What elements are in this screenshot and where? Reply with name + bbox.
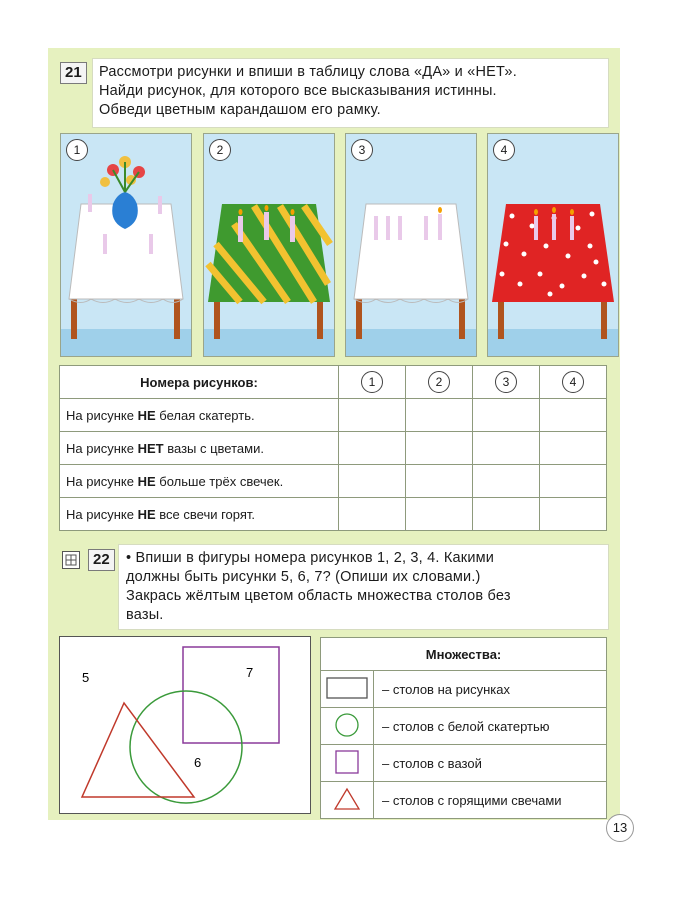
- table-row: [321, 708, 607, 745]
- table-row: [321, 782, 607, 819]
- answer-cell[interactable]: [406, 432, 473, 465]
- square-icon: [321, 745, 374, 782]
- table-row: [60, 399, 607, 432]
- picture-4-illustration: [488, 134, 618, 356]
- statement-3: [60, 465, 339, 498]
- table-row: [60, 465, 607, 498]
- answer-cell[interactable]: [473, 399, 540, 432]
- column-2-header: [406, 366, 473, 399]
- statement-text: больше трёх свечек.: [159, 473, 284, 489]
- table-row: [60, 498, 607, 531]
- triangle-icon: [321, 782, 374, 819]
- task-22-line-4: вазы.: [126, 607, 164, 623]
- set-label: – столов на рисунках: [374, 671, 607, 708]
- answer-cell[interactable]: [540, 465, 607, 498]
- task-21-line-1: Рассмотри рисунки и впиши в таблицу слова «ДА» и «НЕТ».: [99, 64, 517, 80]
- column-1-header: [339, 366, 406, 399]
- answers-table-header-row: [60, 366, 607, 399]
- answers-table-header: Номера рисунков:: [60, 366, 339, 399]
- statement-keyword: НЕ: [137, 506, 156, 522]
- statement-keyword: НЕ: [137, 473, 156, 489]
- statement-4: [60, 498, 339, 531]
- sets-header-row: [321, 638, 607, 671]
- column-3-number: 3: [495, 371, 517, 393]
- picture-1-number: 1: [66, 139, 88, 161]
- answer-cell[interactable]: [339, 432, 406, 465]
- picture-1-illustration: [61, 134, 191, 356]
- picture-1: [60, 133, 192, 357]
- answer-cell[interactable]: [339, 498, 406, 531]
- sets-legend-table: [320, 637, 607, 819]
- task-21-text: [99, 63, 604, 120]
- set-label: – столов с белой скатертью: [374, 708, 607, 745]
- answer-cell[interactable]: [540, 498, 607, 531]
- answers-table: [59, 365, 607, 531]
- column-2-number: 2: [428, 371, 450, 393]
- venn-diagram: [59, 636, 311, 814]
- sets-header: Множества:: [321, 638, 607, 671]
- vase-square[interactable]: [183, 647, 279, 743]
- answer-cell[interactable]: [540, 399, 607, 432]
- task-21-line-3: Обведи цветным карандашом его рамку.: [99, 102, 381, 118]
- picture-2: [203, 133, 335, 357]
- answer-cell[interactable]: [540, 432, 607, 465]
- page-number: 13: [606, 814, 634, 842]
- statement-2: [60, 432, 339, 465]
- answer-cell[interactable]: [473, 465, 540, 498]
- picture-2-number: 2: [209, 139, 231, 161]
- set-label: – столов с вазой: [374, 745, 607, 782]
- statement-text: белая скатерть.: [159, 407, 255, 423]
- statement-keyword: НЕ: [137, 407, 156, 423]
- statement-text: все свечи горят.: [159, 506, 256, 522]
- column-1-number: 1: [361, 371, 383, 393]
- task-22-line-3: Закрась жёлтым цветом область множества столов без: [126, 588, 511, 604]
- statement-1: [60, 399, 339, 432]
- circle-icon: [321, 708, 374, 745]
- task-22-number: 22: [88, 549, 115, 571]
- table-row: [321, 745, 607, 782]
- picture-4-number: 4: [493, 139, 515, 161]
- statement-text: На рисунке: [66, 473, 134, 489]
- venn-label-5: 5: [82, 670, 90, 685]
- task-22-line-2: должны быть рисунки 5, 6, 7? (Опиши их словами.): [126, 569, 481, 585]
- picture-3-number: 3: [351, 139, 373, 161]
- statement-text: На рисунке: [66, 440, 134, 456]
- answer-cell[interactable]: [339, 465, 406, 498]
- statement-text: вазы с цветами.: [167, 440, 264, 456]
- book-icon: [62, 551, 80, 569]
- picture-4: [487, 133, 619, 357]
- answer-cell[interactable]: [406, 399, 473, 432]
- rectangle-icon: [321, 671, 374, 708]
- column-3-header: [473, 366, 540, 399]
- answer-cell[interactable]: [473, 498, 540, 531]
- task-21-line-2: Найди рисунок, для которого все высказывания истинны.: [99, 83, 497, 99]
- answer-cell[interactable]: [406, 465, 473, 498]
- picture-3-illustration: [346, 134, 476, 356]
- statement-text: На рисунке: [66, 506, 134, 522]
- venn-label-7: 7: [246, 665, 254, 680]
- task-22-line-1: • Впиши в фигуры номера рисунков 1, 2, 3, 4. Какими: [126, 550, 495, 566]
- task-21-number: 21: [60, 62, 87, 84]
- statement-keyword: НЕТ: [137, 440, 164, 456]
- venn-label-6: 6: [194, 755, 202, 770]
- answer-cell[interactable]: [406, 498, 473, 531]
- task-22-text: [126, 549, 604, 625]
- column-4-header: [540, 366, 607, 399]
- picture-3: [345, 133, 477, 357]
- set-label: – столов с горящими свечами: [374, 782, 607, 819]
- table-row: [321, 671, 607, 708]
- answer-cell[interactable]: [473, 432, 540, 465]
- statement-text: На рисунке: [66, 407, 134, 423]
- table-row: [60, 432, 607, 465]
- venn-shapes: [60, 637, 310, 813]
- answer-cell[interactable]: [339, 399, 406, 432]
- picture-2-illustration: [204, 134, 334, 356]
- column-4-number: 4: [562, 371, 584, 393]
